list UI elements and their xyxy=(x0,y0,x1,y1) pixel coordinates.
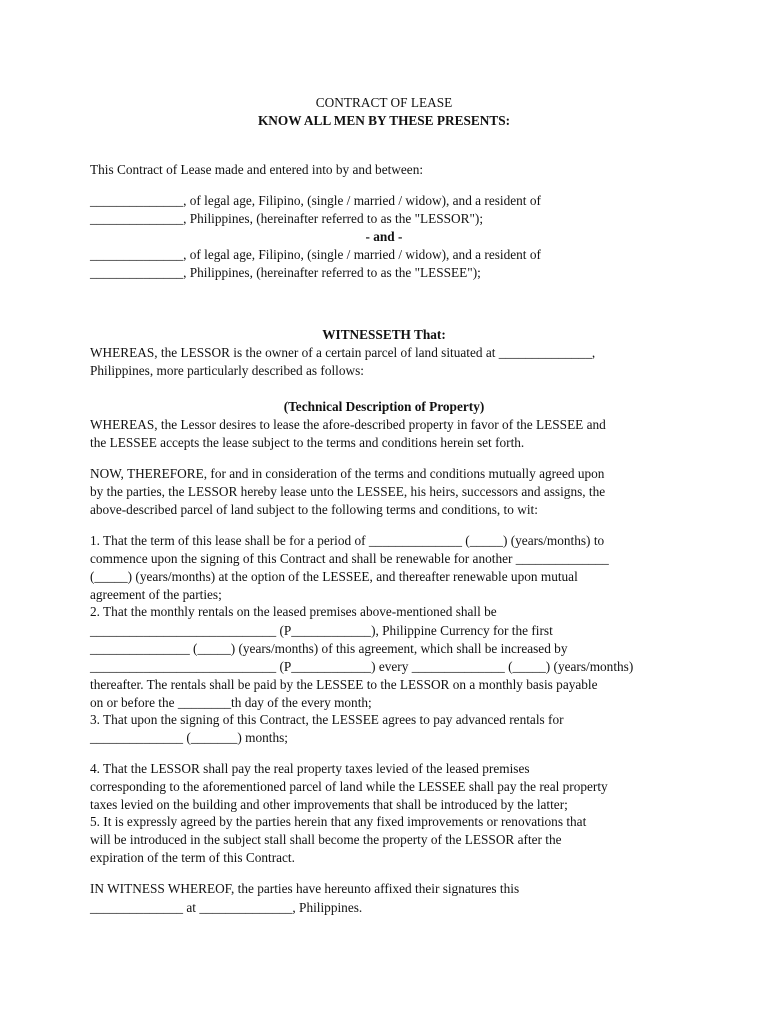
lessor-line-1: ______________, of legal age, Filipino, (single / married / widow), and a resident of xyxy=(90,193,541,208)
clause-2-line-5: thereafter. The rentals shall be paid by the LESSEE to the LESSOR on a monthly basis payable xyxy=(90,677,598,692)
and-separator: - and - xyxy=(365,229,403,244)
document-title: CONTRACT OF LEASE xyxy=(315,95,453,110)
clause-2-line-6: on or before the ________th day of the every month; xyxy=(90,695,372,710)
whereas-1-line-2: Philippines, more particularly described as follows: xyxy=(90,363,365,378)
now-therefore-line-3: above-described parcel of land subject to the following terms and conditions, to wit: xyxy=(90,502,538,517)
clause-4-line-3: taxes levied on the building and other improvements that shall be introduced by the latter; xyxy=(90,797,568,812)
clause-2-line-3: _______________ (_____) (years/months) of this agreement, which shall be increased by xyxy=(90,641,568,656)
clause-5-line-3: expiration of the term of this Contract. xyxy=(90,850,295,865)
clause-4-line-1: 4. That the LESSOR shall pay the real property taxes levied of the leased premises xyxy=(90,761,530,776)
whereas-1-line-1: WHEREAS, the LESSOR is the owner of a certain parcel of land situated at ______________, xyxy=(90,345,596,360)
clause-2-line-1: 2. That the monthly rentals on the leased premises above-mentioned shall be xyxy=(90,604,497,619)
clause-3-line-2: ______________ (_______) months; xyxy=(90,730,288,745)
witness-whereof-line-1: IN WITNESS WHEREOF, the parties have hereunto affixed their signatures this xyxy=(90,881,520,896)
lessor-line-2: ______________, Philippines, (hereinafter referred to as the "LESSOR"); xyxy=(90,211,484,226)
clause-5-line-1: 5. It is expressly agreed by the parties herein that any fixed improvements or renovations that xyxy=(90,814,587,829)
now-therefore-line-1: NOW, THEREFORE, for and in consideration of the terms and conditions mutually agreed upon xyxy=(90,466,605,481)
whereas-2-line-2: the LESSEE accepts the lease subject to the terms and conditions herein set forth. xyxy=(90,435,525,450)
clause-2-line-4: ____________________________ (P____________) every ______________ (_____) (years/months) xyxy=(90,659,634,674)
clause-1-line-2: commence upon the signing of this Contract and shall be renewable for another ______________ xyxy=(90,551,609,566)
whereas-2-line-1: WHEREAS, the Lessor desires to lease the afore-described property in favor of the LESSEE and xyxy=(90,417,606,432)
technical-description-heading: (Technical Description of Property) xyxy=(283,399,485,414)
clause-1-line-4: agreement of the parties; xyxy=(90,587,222,602)
witnesseth-heading: WITNESSETH That: xyxy=(322,327,446,342)
witness-whereof-line-2: ______________ at ______________, Philippines. xyxy=(90,900,363,915)
clause-1-line-1: 1. That the term of this lease shall be for a period of ______________ (_____) (years/months) to xyxy=(90,533,605,548)
lessee-line-2: ______________, Philippines, (hereinafter referred to as the "LESSEE"); xyxy=(90,265,481,280)
now-therefore-line-2: by the parties, the LESSOR hereby lease unto the LESSEE, his heirs, successors and assigns, the xyxy=(90,484,606,499)
clause-2-line-2: ____________________________ (P____________), Philippine Currency for the first xyxy=(90,623,553,638)
clause-5-line-2: will be introduced in the subject stall shall become the property of the LESSOR after the xyxy=(90,832,562,847)
clause-4-line-2: corresponding to the aforementioned parcel of land while the LESSEE shall pay the real property xyxy=(90,779,608,794)
lessee-line-1: ______________, of legal age, Filipino, (single / married / widow), and a resident of xyxy=(90,247,541,262)
intro-text: This Contract of Lease made and entered into by and between: xyxy=(90,162,424,177)
clause-1-line-3: (_____) (years/months) at the option of the LESSEE, and thereafter renewable upon mutual xyxy=(90,569,578,584)
clause-3-line-1: 3. That upon the signing of this Contract, the LESSEE agrees to pay advanced rentals for xyxy=(90,712,564,727)
document-subtitle: KNOW ALL MEN BY THESE PRESENTS: xyxy=(257,113,511,128)
